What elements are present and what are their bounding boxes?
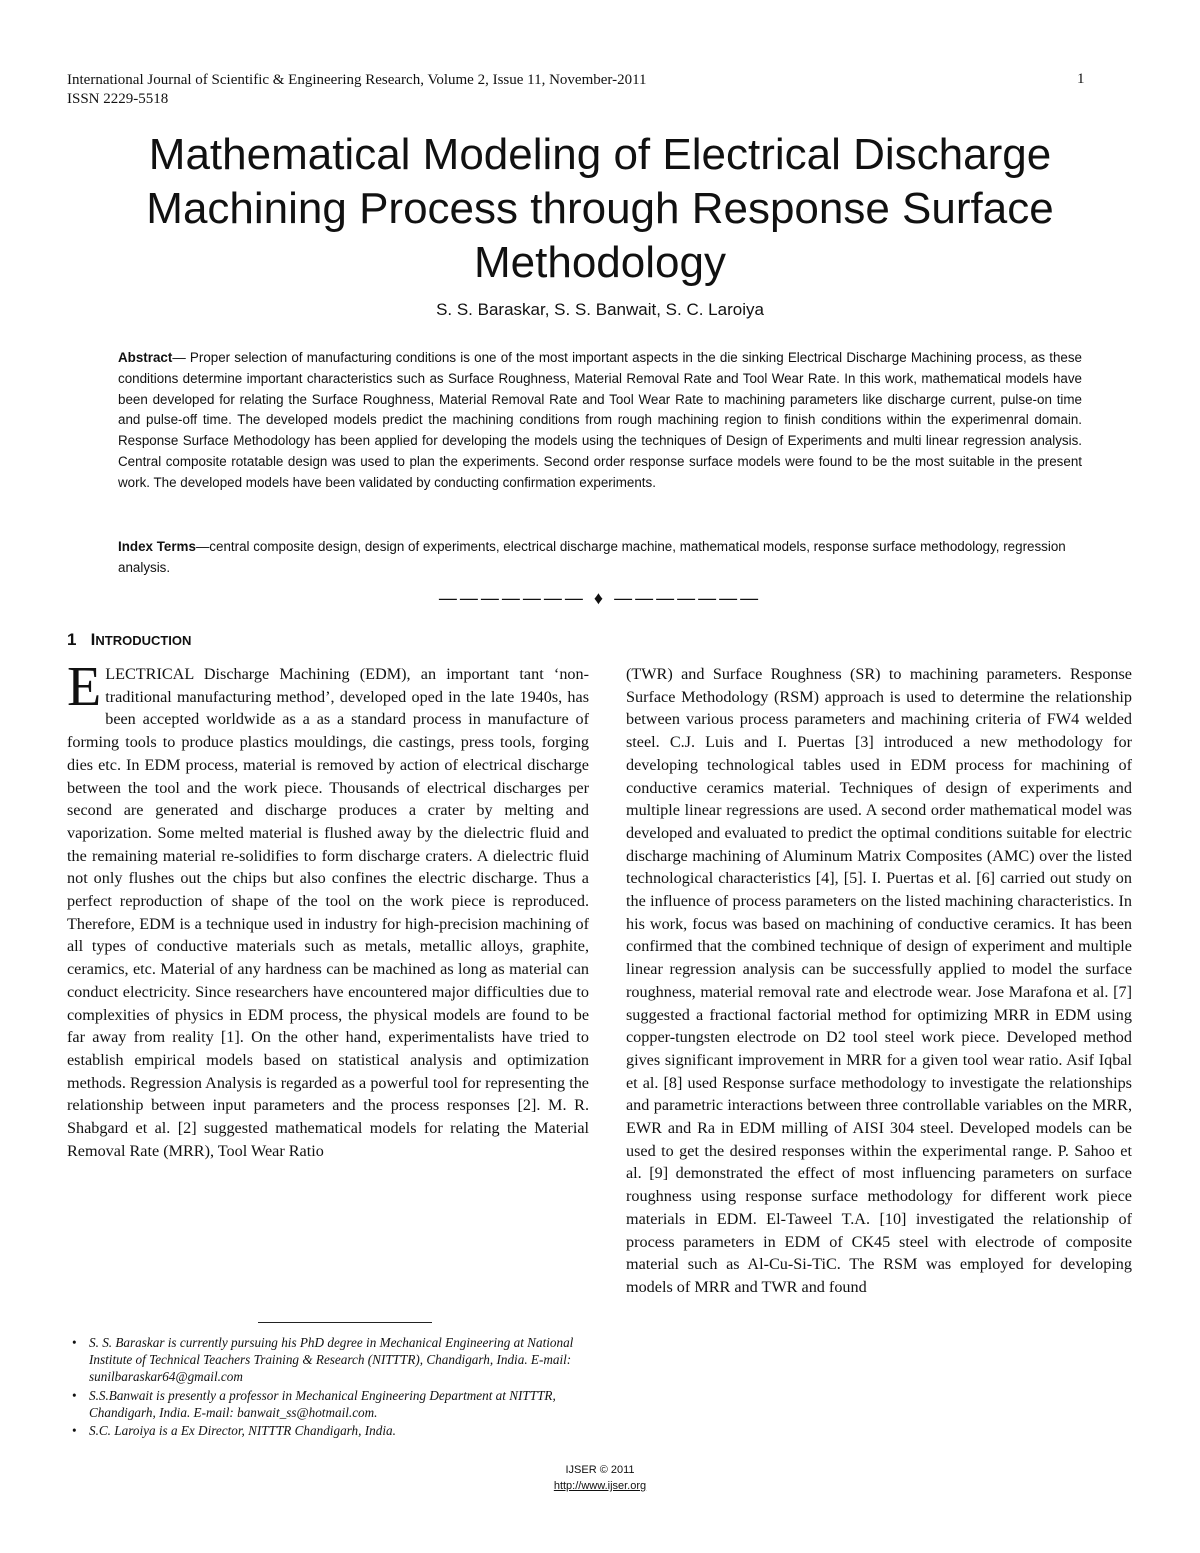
footnote-item: • S.S.Banwait is presently a professor in Mechanical Engineering Department at NITTTR, Chandigarh, India. E-mail: banwait_ss@hotmail.com.	[67, 1387, 589, 1421]
index-terms-dash: —	[195, 539, 210, 554]
issn: ISSN 2229-5518	[67, 91, 169, 107]
abstract-dash: —	[172, 350, 190, 365]
abstract-label: Abstract	[118, 350, 173, 365]
journal-citation: International Journal of Scientific & Engineering Research, Volume 2, Issue 11, November-2011	[67, 72, 647, 88]
section-heading-introduction	[67, 630, 191, 650]
index-terms-text: central composite design, design of experiments, electrical discharge machine, mathematical models, response surface methodology, regression analysis.	[118, 539, 1066, 575]
author-list: S. S. Baraskar, S. S. Banwait, S. C. Laroiya	[436, 300, 764, 319]
abstract-text: Proper selection of manufacturing conditions is one of the most important aspects in the die sinking Electrical Discharge Machining process, as these conditions determine important characteristics such as Surface Roughness, Material Removal Rate and Tool Wear Rate. In this work, mathematical models have been developed for relating the Surface Roughness, Material Removal Rate and Tool Wear Rate to machining parameters like discharge current, pulse-on time and pulse-off time. The developed models predict the machining conditions from rough machining region to finish conditions within the experimenral domain. Response Surface Methodology has been applied for developing the models using the techniques of Design of Experiments and multi linear regression analysis. Central composite rotatable design was used to plan the experiments. Second order response surface models were found to be the most suitable in the present work. The developed models have been validated by conducting confirmation experiments.	[118, 350, 1082, 490]
page-footer	[0, 1462, 1200, 1494]
index-terms	[118, 537, 1082, 579]
section-title-initial: I	[90, 630, 96, 649]
page-number: 1	[1077, 71, 1085, 87]
index-terms-label: Index Terms	[118, 539, 196, 554]
footnote-item: • S.C. Laroiya is a Ex Director, NITTTR Chandigarh, India.	[67, 1422, 589, 1439]
introduction-right-text: (TWR) and Surface Roughness (SR) to machining parameters. Response Surface Methodology (RSM) approach is used to determine the relationship between various process parameters and machining criteria of FW4 welded steel. C.J. Luis and I. Puertas [3] introduced a new methodology for developing technological tables used in EDM process for machining of conductive ceramics material. Techniques of design of experiments and multiple linear regressions are used. A second order mathematical model was developed and evaluated to predict the optimal conditions suitable for electric discharge machining of Aluminum Matrix Composites (AMC) over the listed technological characteristics [4], [5]. I. Puertas et al. [6] carried out study on the influence of process parameters on the listed machining characteristics. In his work, focus was based on machining of conductive ceramics. It has been confirmed that the combined technique of design of experiment and multiple linear regression analysis can be successfully applied to model the surface roughness, material removal rate and electrode wear. Jose Marafona et al. [7] suggested a fractional factorial method for optimizing MRR in EDM using copper-tungsten electrode on D2 tool steel work piece. Developed method gives significant improvement in MRR for a given tool wear ratio. Asif Iqbal et al. [8] used Response surface methodology to investigate the relationships and parametric interactions between three controllable variables on the MRR, EWR and Ra in EDM milling of AISI 304 steel. Developed models can be used to get the desired responses within the experimental range. P. Sahoo et al. [9] demonstrated the effect of most influencing parameters on surface roughness using response surface methodology for different work piece materials in EDM. El-Taweel T.A. [10] investigated the relationship of process parameters in EDM of CK45 steel with electrode of composite material such as Al-Cu-Si-TiC. The RSM was employed for developing models of MRR and TWR and found	[626, 665, 1132, 1296]
paper-title: Mathematical Modeling of Electrical Discharge Machining Process through Response Surface Methodology	[146, 130, 1054, 287]
footnote-item: • S. S. Baraskar is currently pursuing his PhD degree in Mechanical Engineering at National Institute of Technical Teachers Training & Research (NITTTR), Chandigarh, India. E-mail: sunilbaraskar64@gmail.com	[67, 1334, 589, 1386]
section-title-rest: NTRODUCTION	[95, 633, 192, 648]
abstract	[118, 348, 1082, 494]
footer-copyright: IJSER © 2011	[565, 1464, 635, 1476]
section-separator: ——————— ♦ ———————	[438, 588, 762, 608]
footer-link[interactable]: http://www.ijser.org	[553, 1480, 647, 1492]
drop-cap: E	[67, 656, 102, 718]
running-header	[67, 71, 647, 109]
footnote-rule	[258, 1322, 432, 1323]
introduction-left-column	[67, 656, 589, 1162]
author-footnotes	[67, 1334, 589, 1440]
section-number: 1	[67, 630, 77, 649]
introduction-right-column	[626, 663, 1132, 1299]
introduction-left-text: LECTRICAL Discharge Machining (EDM), an important tant ‘non-traditional manufacturing method’, developed oped in the late 1940s, has been accepted worldwide as a as a standard process in manufacture of forming tools to produce plastics mouldings, die castings, press tools, forging dies etc. In EDM process, material is removed by action of electrical discharge between the tool and the work piece. Thousands of electrical discharges per second are generated and discharge produces a crater by melting and vaporization. Some melted material is flushed away by the dielectric fluid and the remaining material re-solidifies to form discharge craters. A dielectric fluid not only flushes out the chips but also confines the electric discharge. Thus a perfect reproduction of shape of the tool on the work piece is reproduced. Therefore, EDM is a technique used in industry for high-precision machining of all types of conductive materials such as metals, metallic alloys, graphite, ceramics, etc. Material of any hardness can be machined as long as material can conduct electricity. Since researchers have encountered major difficulties due to complexities of physics in EDM process, the physical models are found to be far away from reality [1]. On the other hand, experimentalists have tried to establish empirical models based on statistical analysis and optimization methods. Regression Analysis is regarded as a powerful tool for representing the relationship between input parameters and the process responses [2]. M. R. Shabgard et al. [2] suggested mathematical models for relating the Material Removal Rate (MRR), Tool Wear Ratio	[67, 665, 589, 1160]
